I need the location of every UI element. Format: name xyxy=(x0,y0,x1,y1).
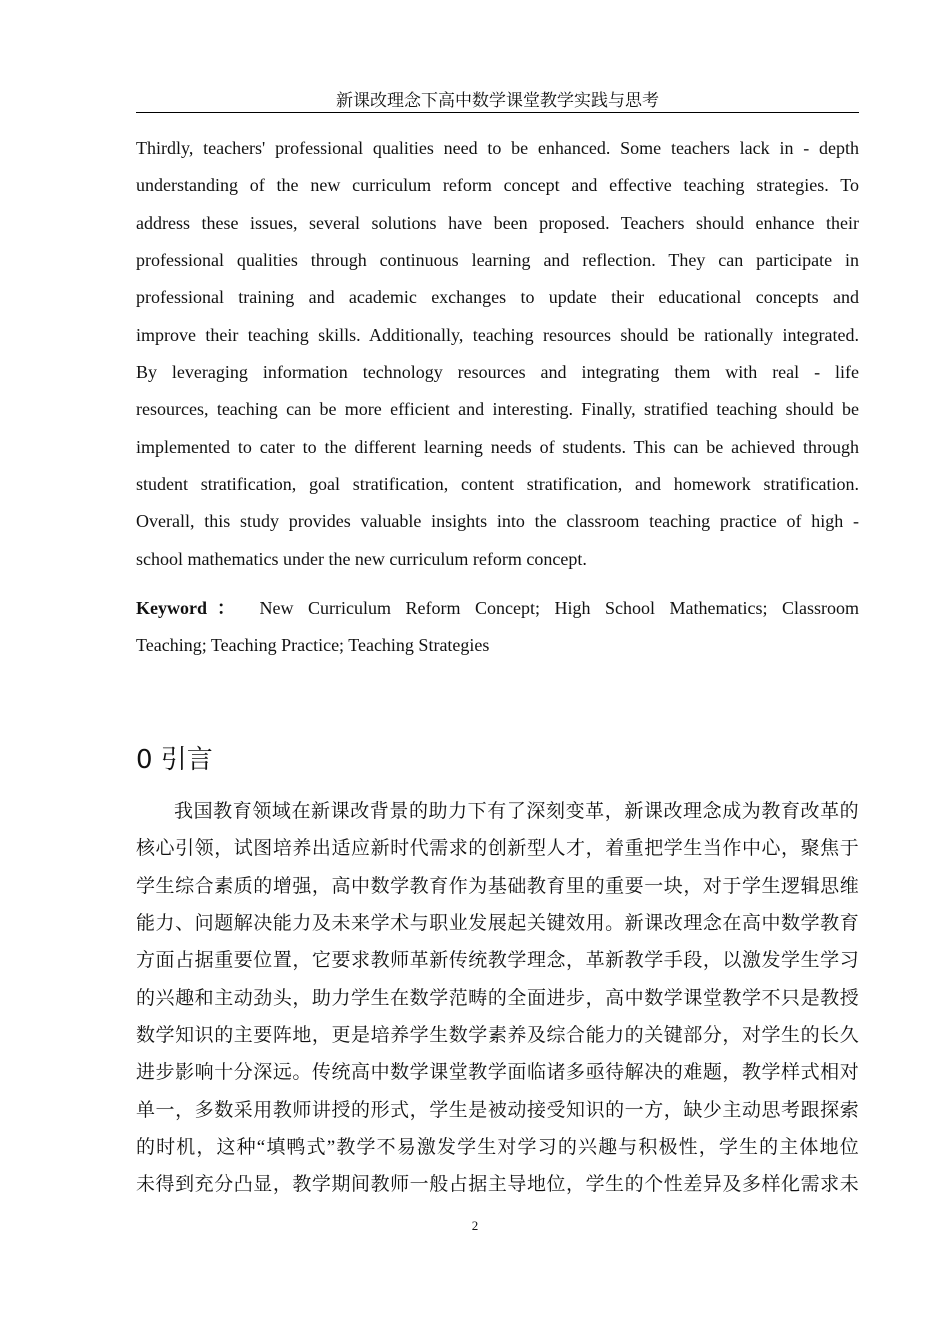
text-line: 的兴趣和主动劲头，助力学生在数学范畴的全面进步，高中数学课堂教学不只是教授 xyxy=(136,987,859,1009)
text-line: Overall, this study provides valuable insights into the classroom teaching practice of high - xyxy=(136,511,859,532)
text-line: improve their teaching skills. Additionally, teaching resources should be rationally integrated. xyxy=(136,324,859,345)
text-line: 数学知识的主要阵地，更是培养学生数学素养及综合能力的关键部分，对学生的长久 xyxy=(136,1025,859,1047)
keywords-text: New Curriculum Reform Concept; High School Mathematics; Classroom xyxy=(259,598,860,618)
keywords-label: Keyword： xyxy=(136,598,246,618)
abstract-paragraph xyxy=(136,130,859,578)
keywords-line-2: Teaching; Teaching Practice; Teaching Strategies xyxy=(136,635,490,656)
text-line: 的时机，这种“填鸭式”教学不易激发学生对学习的兴趣与积极性，学生的主体地位 xyxy=(136,1137,859,1159)
text-line: student stratification, goal stratification, content stratification, and homework stratification. xyxy=(136,474,859,495)
text-line: Thirdly, teachers' professional qualities need to be enhanced. Some teachers lack in - depth xyxy=(136,138,859,158)
text-line: 学生综合素质的增强，高中数学教育作为基础教育里的重要一块，对于学生逻辑思维 xyxy=(136,875,859,897)
text-line: 核心引领，试图培养出适应新时代需求的创新型人才，着重把学生当作中心，聚焦于 xyxy=(136,838,859,860)
intro-paragraph xyxy=(136,793,859,1204)
text-line: 单一，多数采用教师讲授的形式，学生是被动接受知识的一方，缺少主动思考跟探索 xyxy=(136,1099,859,1121)
section-heading: 0 引言 xyxy=(136,745,213,775)
text-line: 能力、问题解决能力及未来学术与职业发展起关键效用。新课改理念在高中数学教育 xyxy=(136,913,859,935)
text-line: 方面占据重要位置，它要求教师革新传统教学理念，革新教学手段，以激发学生学习 xyxy=(136,950,859,972)
text-line: implemented to cater to the different learning needs of students. This can be achieved through xyxy=(136,436,859,457)
keywords-block xyxy=(136,590,859,665)
text-line: school mathematics under the new curriculum reform concept. xyxy=(136,548,587,569)
text-line: address these issues, several solutions have been proposed. Teachers should enhance their xyxy=(136,212,859,233)
text-line: 我国教育领域在新课改背景的助力下有了深刻变革，新课改理念成为教育改革的 xyxy=(174,801,859,822)
text-line: understanding of the new curriculum reform concept and effective teaching strategies. To xyxy=(136,175,859,196)
page-number: 2 xyxy=(471,1218,479,1233)
running-header: 新课改理念下高中数学课堂教学实践与思考 xyxy=(136,90,859,113)
text-line: resources, teaching can be more efficient and interesting. Finally, stratified teaching should be xyxy=(136,399,859,420)
text-line: 进步影响十分深远。传统高中数学课堂教学面临诸多亟待解决的难题，教学样式相对 xyxy=(136,1062,859,1084)
text-line: By leveraging information technology resources and integrating them with real - life xyxy=(136,362,859,383)
text-line: professional training and academic exchanges to update their educational concepts and xyxy=(136,287,859,308)
text-line: professional qualities through continuous learning and reflection. They can participate in xyxy=(136,250,859,271)
keywords-line-1 xyxy=(136,590,859,627)
text-line: 未得到充分凸显，教学期间教师一般占据主导地位，学生的个性差异及多样化需求未 xyxy=(136,1174,859,1196)
